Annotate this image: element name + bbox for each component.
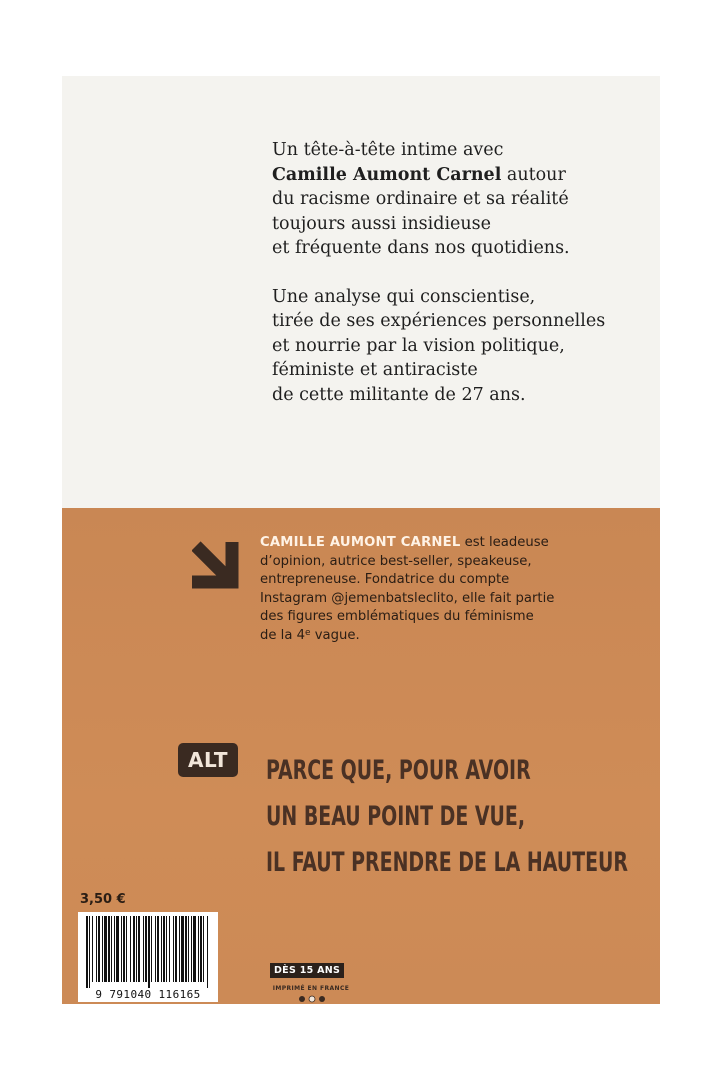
bio-text: de la 4 bbox=[260, 627, 306, 643]
three-dots-icon bbox=[298, 995, 326, 1003]
barcode-bar bbox=[185, 916, 187, 982]
blurb-line: du racisme ordinaire et sa réalité bbox=[272, 189, 569, 209]
barcode-bar bbox=[108, 916, 110, 982]
bio-line: d’opinion, autrice best-seller, speakeuse, bbox=[260, 553, 532, 569]
author-name: Camille Aumont Carnel bbox=[272, 164, 502, 185]
barcode-bar bbox=[121, 916, 122, 982]
barcode bbox=[78, 912, 218, 1002]
book-back-cover bbox=[62, 76, 660, 1004]
barcode-bar bbox=[179, 916, 180, 982]
barcode-bar bbox=[157, 916, 159, 982]
bio-superscript: e bbox=[305, 627, 311, 638]
barcode-bar bbox=[193, 916, 196, 982]
blurb-line bbox=[272, 163, 642, 188]
blurb-line: toujours aussi insidieuse bbox=[272, 213, 492, 234]
barcode-bar bbox=[114, 916, 115, 982]
blurb-line: de cette militante de 27 ans. bbox=[272, 384, 526, 405]
bio-text: est leadeuse bbox=[460, 535, 549, 550]
barcode-bar bbox=[173, 916, 174, 982]
barcode-bar bbox=[138, 916, 140, 982]
collection-slogan bbox=[266, 748, 646, 886]
barcode-bar bbox=[89, 916, 90, 988]
barcode-bar bbox=[123, 916, 125, 982]
barcode-bar bbox=[86, 916, 88, 988]
barcode-bar bbox=[188, 916, 189, 982]
barcode-bars bbox=[78, 912, 218, 990]
bio-author-name: CAMILLE AUMONT CARNEL bbox=[260, 535, 461, 550]
collection-band bbox=[62, 508, 660, 1004]
barcode-bar bbox=[104, 916, 107, 982]
blurb-line-rest: autour bbox=[501, 164, 566, 185]
blurb-line: féministe et antiraciste bbox=[272, 360, 478, 380]
bio-line bbox=[260, 534, 650, 553]
barcode-bar bbox=[96, 916, 97, 982]
age-rating-badge: DÈS 15 ANS bbox=[270, 963, 344, 978]
barcode-bar bbox=[151, 916, 152, 982]
barcode-bar bbox=[155, 916, 156, 982]
barcode-bar bbox=[207, 916, 208, 988]
barcode-bar bbox=[143, 916, 144, 982]
isbn-number: 9 791040 116165 bbox=[95, 988, 201, 1001]
slogan-line: PARCE QUE, POUR AVOIR bbox=[266, 755, 531, 786]
bio-line bbox=[260, 627, 650, 646]
slogan-line: IL FAUT PRENDRE DE LA HAUTEUR bbox=[266, 847, 629, 878]
barcode-bar bbox=[198, 916, 199, 982]
blurb-line: Une analyse qui conscientise, bbox=[272, 286, 536, 307]
blurb-line: tirée de ses expériences personnelles bbox=[272, 311, 606, 331]
barcode-bar bbox=[116, 916, 119, 982]
barcode-bar bbox=[136, 916, 137, 982]
barcode-bar bbox=[200, 916, 202, 982]
barcode-bar bbox=[130, 916, 131, 982]
barcode-bar bbox=[111, 916, 112, 982]
bio-line: Instagram @jemenbatsleclito, elle fait partie bbox=[260, 590, 555, 606]
barcode-bar bbox=[148, 916, 150, 988]
barcode-bar bbox=[133, 916, 135, 982]
printed-in-label: IMPRIMÉ EN FRANCE bbox=[272, 985, 350, 992]
barcode-bar bbox=[98, 916, 100, 982]
barcode-bar bbox=[161, 916, 162, 982]
barcode-bar bbox=[163, 916, 165, 982]
barcode-bar bbox=[102, 916, 103, 982]
barcode-bar bbox=[166, 916, 167, 982]
barcode-bar bbox=[126, 916, 127, 982]
collection-badge: ALT bbox=[178, 743, 238, 777]
barcode-bar bbox=[203, 916, 204, 982]
barcode-bar bbox=[175, 916, 177, 982]
blurb bbox=[272, 138, 642, 407]
barcode-bar bbox=[92, 916, 93, 982]
blurb-line: et fréquente dans nos quotidiens. bbox=[272, 238, 570, 258]
slogan-line: UN BEAU POINT DE VUE, bbox=[266, 801, 526, 832]
barcode-bar bbox=[181, 916, 184, 982]
arrow-down-right-icon bbox=[192, 536, 252, 596]
blurb-line: Un tête-à-tête intime avec bbox=[272, 140, 504, 160]
bio-line: des figures emblématiques du féminisme bbox=[260, 609, 534, 624]
author-bio bbox=[260, 534, 650, 645]
blurb-line: et nourrie par la vision politique, bbox=[272, 335, 565, 356]
barcode-bar bbox=[169, 916, 170, 982]
price-label: 3,50 € bbox=[80, 892, 126, 907]
bio-line: entrepreneuse. Fondatrice du compte bbox=[260, 572, 510, 587]
barcode-bar bbox=[145, 916, 147, 982]
bio-text: vague. bbox=[310, 627, 360, 643]
blurb-paragraph-1 bbox=[272, 138, 642, 261]
barcode-bar bbox=[191, 916, 192, 982]
blurb-paragraph-2 bbox=[272, 285, 642, 408]
